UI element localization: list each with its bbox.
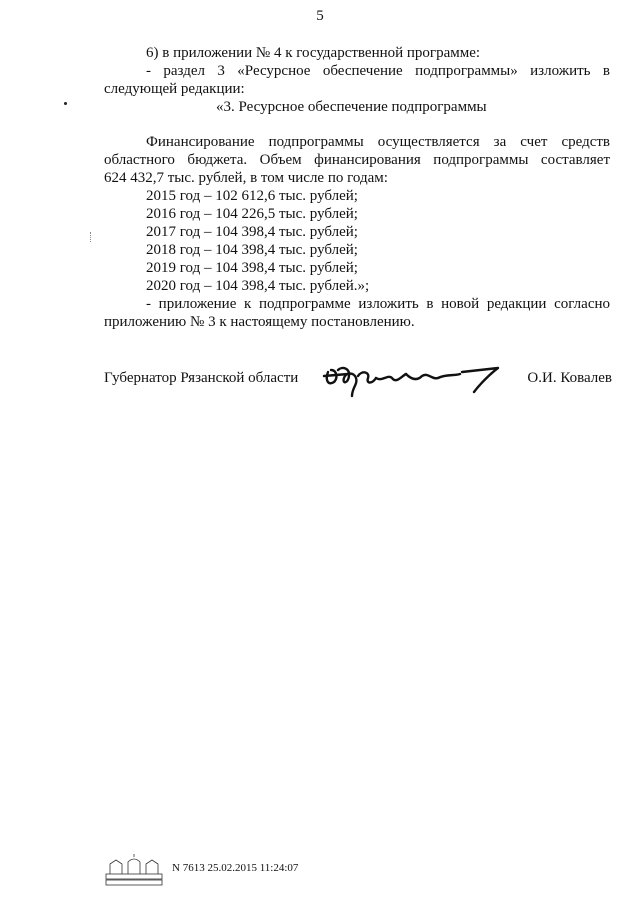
year-line: 2015 год – 102 612,6 тыс. рублей; [146,188,358,204]
document-registration-info: N 7613 25.02.2015 11:24:07 [172,862,299,874]
paragraph-line: - приложение к подпрограмме изложить в новой редакции согласно [146,296,610,312]
paragraph-line: Финансирование подпрограммы осуществляется за счет средств [146,134,610,150]
registry-stamp-icon [102,852,166,888]
year-line: 2020 год – 104 398,4 тыс. рублей.»; [146,278,370,294]
paragraph-line: 6) в приложении № 4 к государственной программе: [146,45,481,61]
paragraph-line: - раздел 3 «Ресурсное обеспечение подпрограммы» изложить в [146,63,610,79]
document-body [104,44,610,331]
margin-mark [64,102,67,105]
paragraph-line: приложению № 3 к настоящему постановлению. [104,314,415,330]
paragraph-line: следующей редакции: [104,81,245,97]
year-line: 2019 год – 104 398,4 тыс. рублей; [146,260,358,276]
year-line: 2018 год – 104 398,4 тыс. рублей; [146,242,358,258]
document-footer [102,852,362,888]
year-line: 2017 год – 104 398,4 тыс. рублей; [146,224,358,240]
handwritten-signature [322,362,512,402]
paragraph-line: областного бюджета. Объем финансирования подпрограммы составляет [104,152,610,168]
signature-block [104,362,612,402]
signatory-name: О.И. Ковалев [527,370,612,386]
year-line: 2016 год – 104 226,5 тыс. рублей; [146,206,358,222]
signatory-title: Губернатор Рязанской области [104,370,299,386]
page-number: 5 [316,8,324,24]
section-heading: «3. Ресурсное обеспечение подпрограммы [216,99,487,115]
paragraph-line: 624 432,7 тыс. рублей, в том числе по годам: [104,170,388,186]
margin-mark [90,232,93,242]
